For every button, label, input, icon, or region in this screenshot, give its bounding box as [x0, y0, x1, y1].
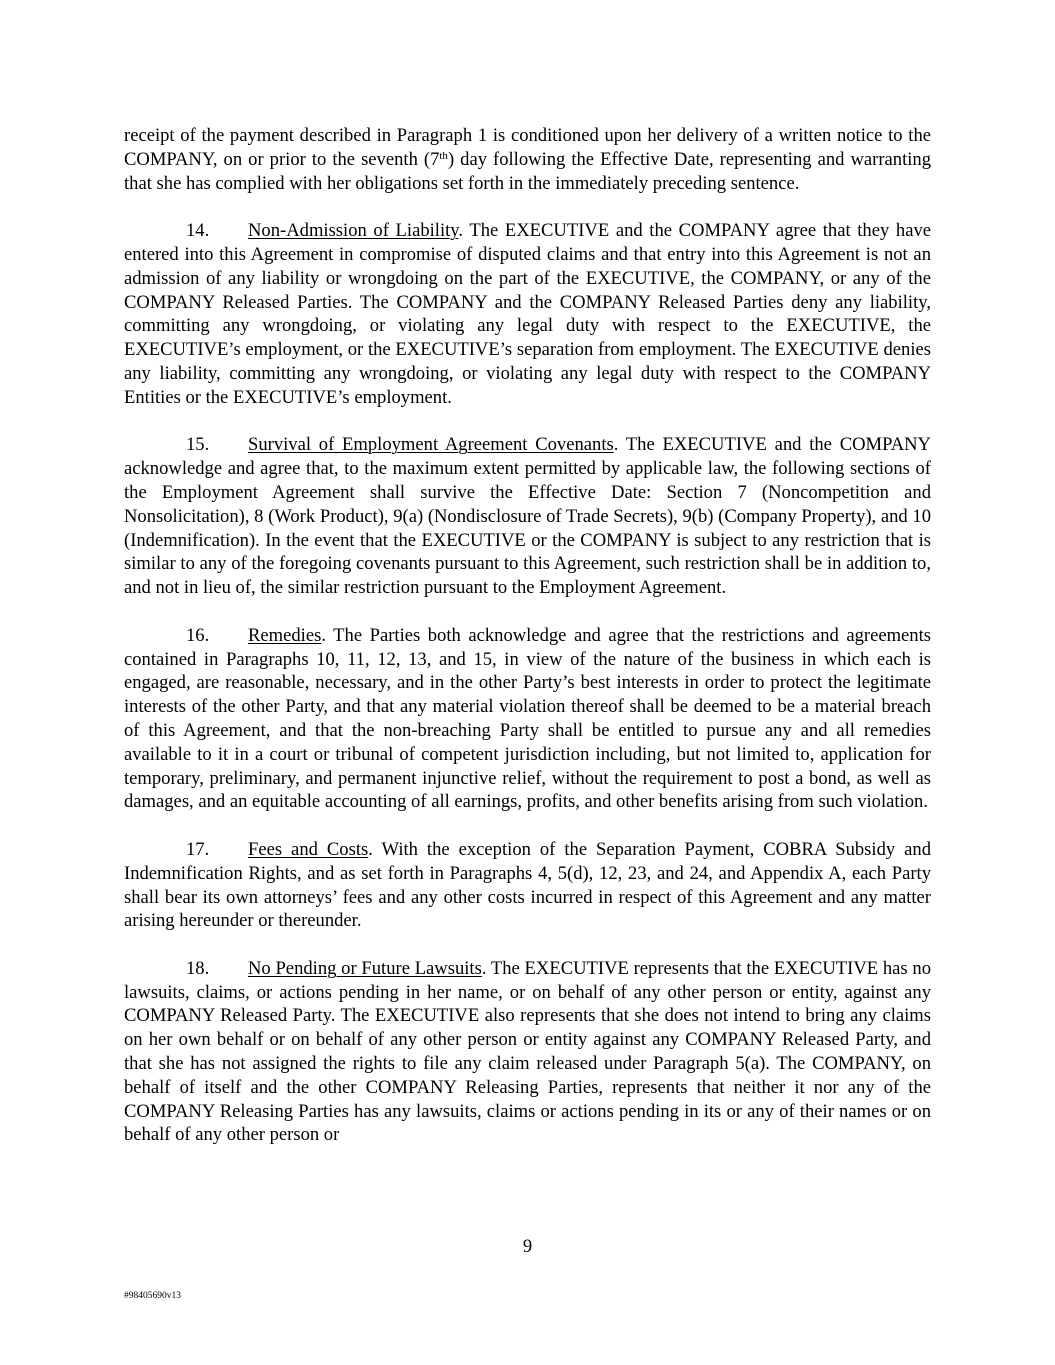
section-body: . The EXECUTIVE represents that the EXECUTIVE has no lawsuits, claims, or actions pending in her name, or on behalf of any other person or entity, against any COMPANY Released Party. The EXECUTIVE also represents that she does not intend to bring any claims on her own behalf or on behalf of any other person or entity against any COMPANY Released Party, and that she has not assigned the rights to file any claim released under Paragraph 5(a). The COMPANY, on behalf of itself and the other COMPANY Releasing Parties, represents that neither it nor any of the COMPANY Releasing Parties has any lawsuits, claims or actions pending in its or any of their names or on behalf of any other person or [124, 957, 931, 1146]
document-body [124, 124, 931, 1147]
section-heading: Fees and Costs [248, 838, 369, 860]
section-number: 17. [186, 838, 210, 860]
document-id-footer: #98405690v13 [124, 1291, 181, 1301]
section-17-paragraph [124, 838, 931, 933]
section-14-paragraph [124, 219, 931, 409]
section-heading: Remedies [248, 624, 322, 646]
ordinal-superscript: th [439, 149, 448, 162]
intro-text-end: ) day following the Effective Date, representing and warranting that she has complied with her obligations set forth in the immediately preceding sentence. [124, 148, 931, 194]
section-body: . The EXECUTIVE and the COMPANY acknowledge and agree that, to the maximum extent permitted by applicable law, the following sections of the Employment Agreement shall survive the Effective Date: Section 7 (Noncompetition and Nonsolicitation), 8 (Work Product), 9(a) (Nondisclosure of Trade Secrets), 9(b) (Company Property), and 10 (Indemnification). In the event that the EXECUTIVE or the COMPANY is subject to any restriction that is similar to any of the foregoing covenants pursuant to this Agreement, such restriction shall be in addition to, and not in lieu of, the similar restriction pursuant to the Employment Agreement. [124, 434, 931, 599]
section-15-paragraph [124, 433, 931, 600]
section-number: 18. [186, 957, 210, 979]
page-number: 9 [522, 1236, 533, 1257]
section-18-paragraph [124, 957, 931, 1147]
section-body: . With the exception of the Separation Payment, COBRA Subsidy and Indemnification Rights, and as set forth in Paragraphs 4, 5(d), 12, 23, and 24, and Appendix A, each Party shall bear its own attorneys’ fees and any other costs incurred in respect of this Agreement and any matter arising hereunder or thereunder. [124, 838, 931, 932]
section-heading: No Pending or Future Lawsuits [248, 957, 482, 979]
section-heading: Survival of Employment Agreement Covenants [248, 434, 614, 456]
section-number: 14. [186, 220, 210, 242]
section-body: . The Parties both acknowledge and agree that the restrictions and agreements contained in Paragraphs 10, 11, 12, 13, and 15, in view of the nature of the business in which each is engaged, are reasonable, necessary, and in the other Party’s best interests in order to protect the legitimate interests of the other Party, and that any material violation thereof shall be deemed to be a material breach of this Agreement, and that the non-breaching Party shall be entitled to pursue any and all remedies available to it in a court or tribunal of competent jurisdiction including, but not limited to, application for temporary, preliminary, and permanent injunctive relief, without the requirement to post a bond, as well as damages, and an equitable accounting of all earnings, profits, and other benefits arising from such violation. [124, 624, 931, 813]
section-body: . The EXECUTIVE and the COMPANY agree that they have entered into this Agreement in compromise of disputed claims and that entry into this Agreement is not an admission of any liability or wrongdoing on the part of the EXECUTIVE, the COMPANY, or any of the COMPANY Released Parties. The COMPANY and the COMPANY Released Parties deny any liability, committing any wrongdoing, or violating any legal duty with respect to the EXECUTIVE, the EXECUTIVE’s employment, or the EXECUTIVE’s separation from employment. The EXECUTIVE denies any liability, committing any wrongdoing, or violating any legal duty with respect to the COMPANY Entities or the EXECUTIVE’s employment. [124, 220, 931, 408]
section-number: 16. [186, 624, 210, 646]
intro-paragraph [124, 124, 931, 195]
intro-text-start: receipt of the payment described in Paragraph 1 is conditioned upon her delivery of a written notice to the COMPANY, on or prior to the seventh (7 [124, 125, 931, 170]
section-16-paragraph [124, 624, 931, 814]
section-number: 15. [186, 434, 210, 456]
section-heading: Non-Admission of Liability [248, 220, 459, 242]
